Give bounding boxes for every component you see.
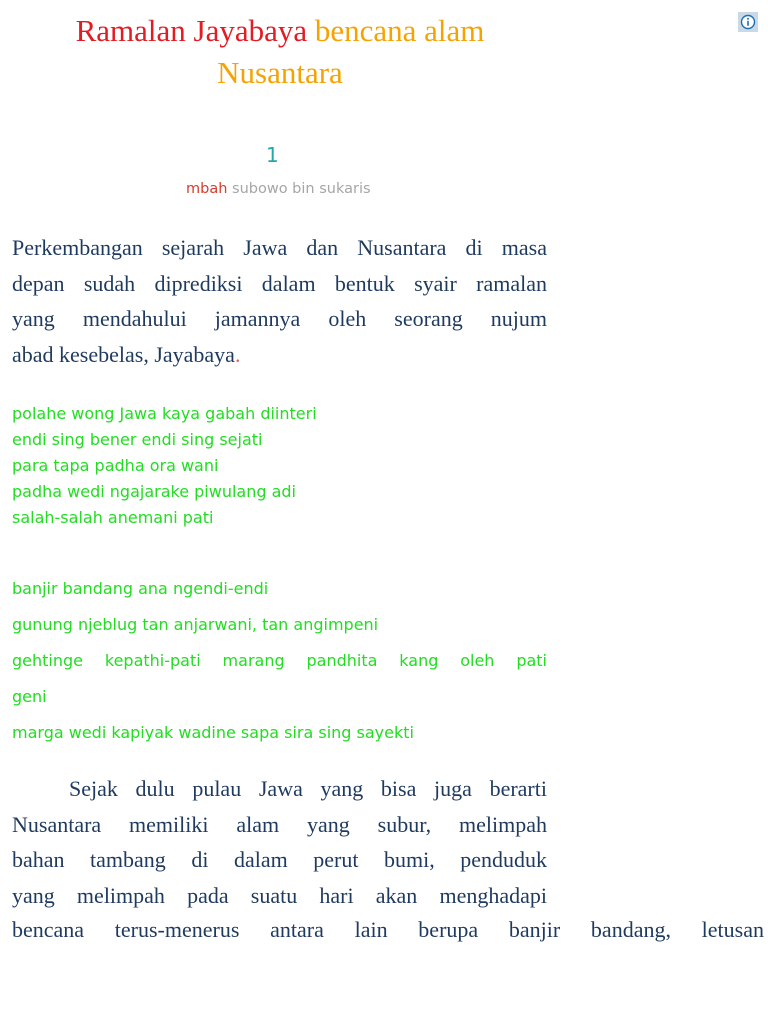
verse-line: para tapa padha ora wani <box>12 456 219 475</box>
info-icon <box>740 14 756 30</box>
paragraph-line: depan sudah diprediksi dalam bentuk syair ramalan <box>12 270 547 296</box>
verse-block-2 <box>12 571 547 751</box>
title-red-part: Ramalan Jayabaya <box>75 13 308 48</box>
paragraph-wide-line: bencana terus-menerus antara lain berupa banjir bandang, letusan <box>12 917 764 942</box>
author-line <box>186 181 371 197</box>
paragraph-line: abad kesebelas, Jayabaya <box>12 341 235 367</box>
info-button[interactable] <box>738 12 758 32</box>
document-title <box>0 10 560 94</box>
verse-line: salah-salah anemani pati <box>12 508 214 527</box>
paragraph-line: Nusantara memiliki alam yang subur, melimpah <box>12 811 547 837</box>
paragraph-line: yang melimpah pada suatu hari akan menghadapi <box>12 882 547 908</box>
verse-block-1 <box>12 401 317 531</box>
verse-line: padha wedi ngajarake piwulang adi <box>12 482 296 501</box>
verse-line: marga wedi kapiyak wadine sapa sira sing sayekti <box>12 723 414 742</box>
verse-line: gehtinge kepathi-pati marang pandhita kang oleh pati <box>12 651 547 670</box>
page-number: 1 <box>266 143 279 167</box>
paragraph-line: bahan tambang di dalam perut bumi, penduduk <box>12 847 547 872</box>
paragraph-line: Sejak dulu pulau Jawa yang bisa juga berarti <box>69 776 547 801</box>
paragraph-end-punctuation: . <box>234 341 241 367</box>
paragraph-intro <box>12 230 547 372</box>
verse-line: geni <box>12 687 47 706</box>
verse-line: polahe wong Jawa kaya gabah diinteri <box>12 404 317 423</box>
author-first-name: mbah <box>186 181 228 197</box>
verse-line: endi sing bener endi sing sejati <box>12 430 263 449</box>
paragraph-body <box>12 771 547 913</box>
paragraph-line: Perkembangan sejarah Jawa dan Nusantara di masa <box>12 235 547 260</box>
verse-line: gunung njeblug tan anjarwani, tan angimpeni <box>12 615 379 634</box>
author-rest-name: subowo bin sukaris <box>232 181 371 197</box>
verse-line: banjir bandang ana ngendi-endi <box>12 579 269 598</box>
title-orange-part: bencana alam <box>314 13 485 48</box>
paragraph-last-line <box>12 337 547 373</box>
title-line-1 <box>0 10 560 52</box>
paragraph-first-line <box>12 771 547 807</box>
title-line-2: Nusantara <box>217 55 343 90</box>
paragraph-line: yang mendahului jamannya oleh seorang nujum <box>12 306 547 331</box>
